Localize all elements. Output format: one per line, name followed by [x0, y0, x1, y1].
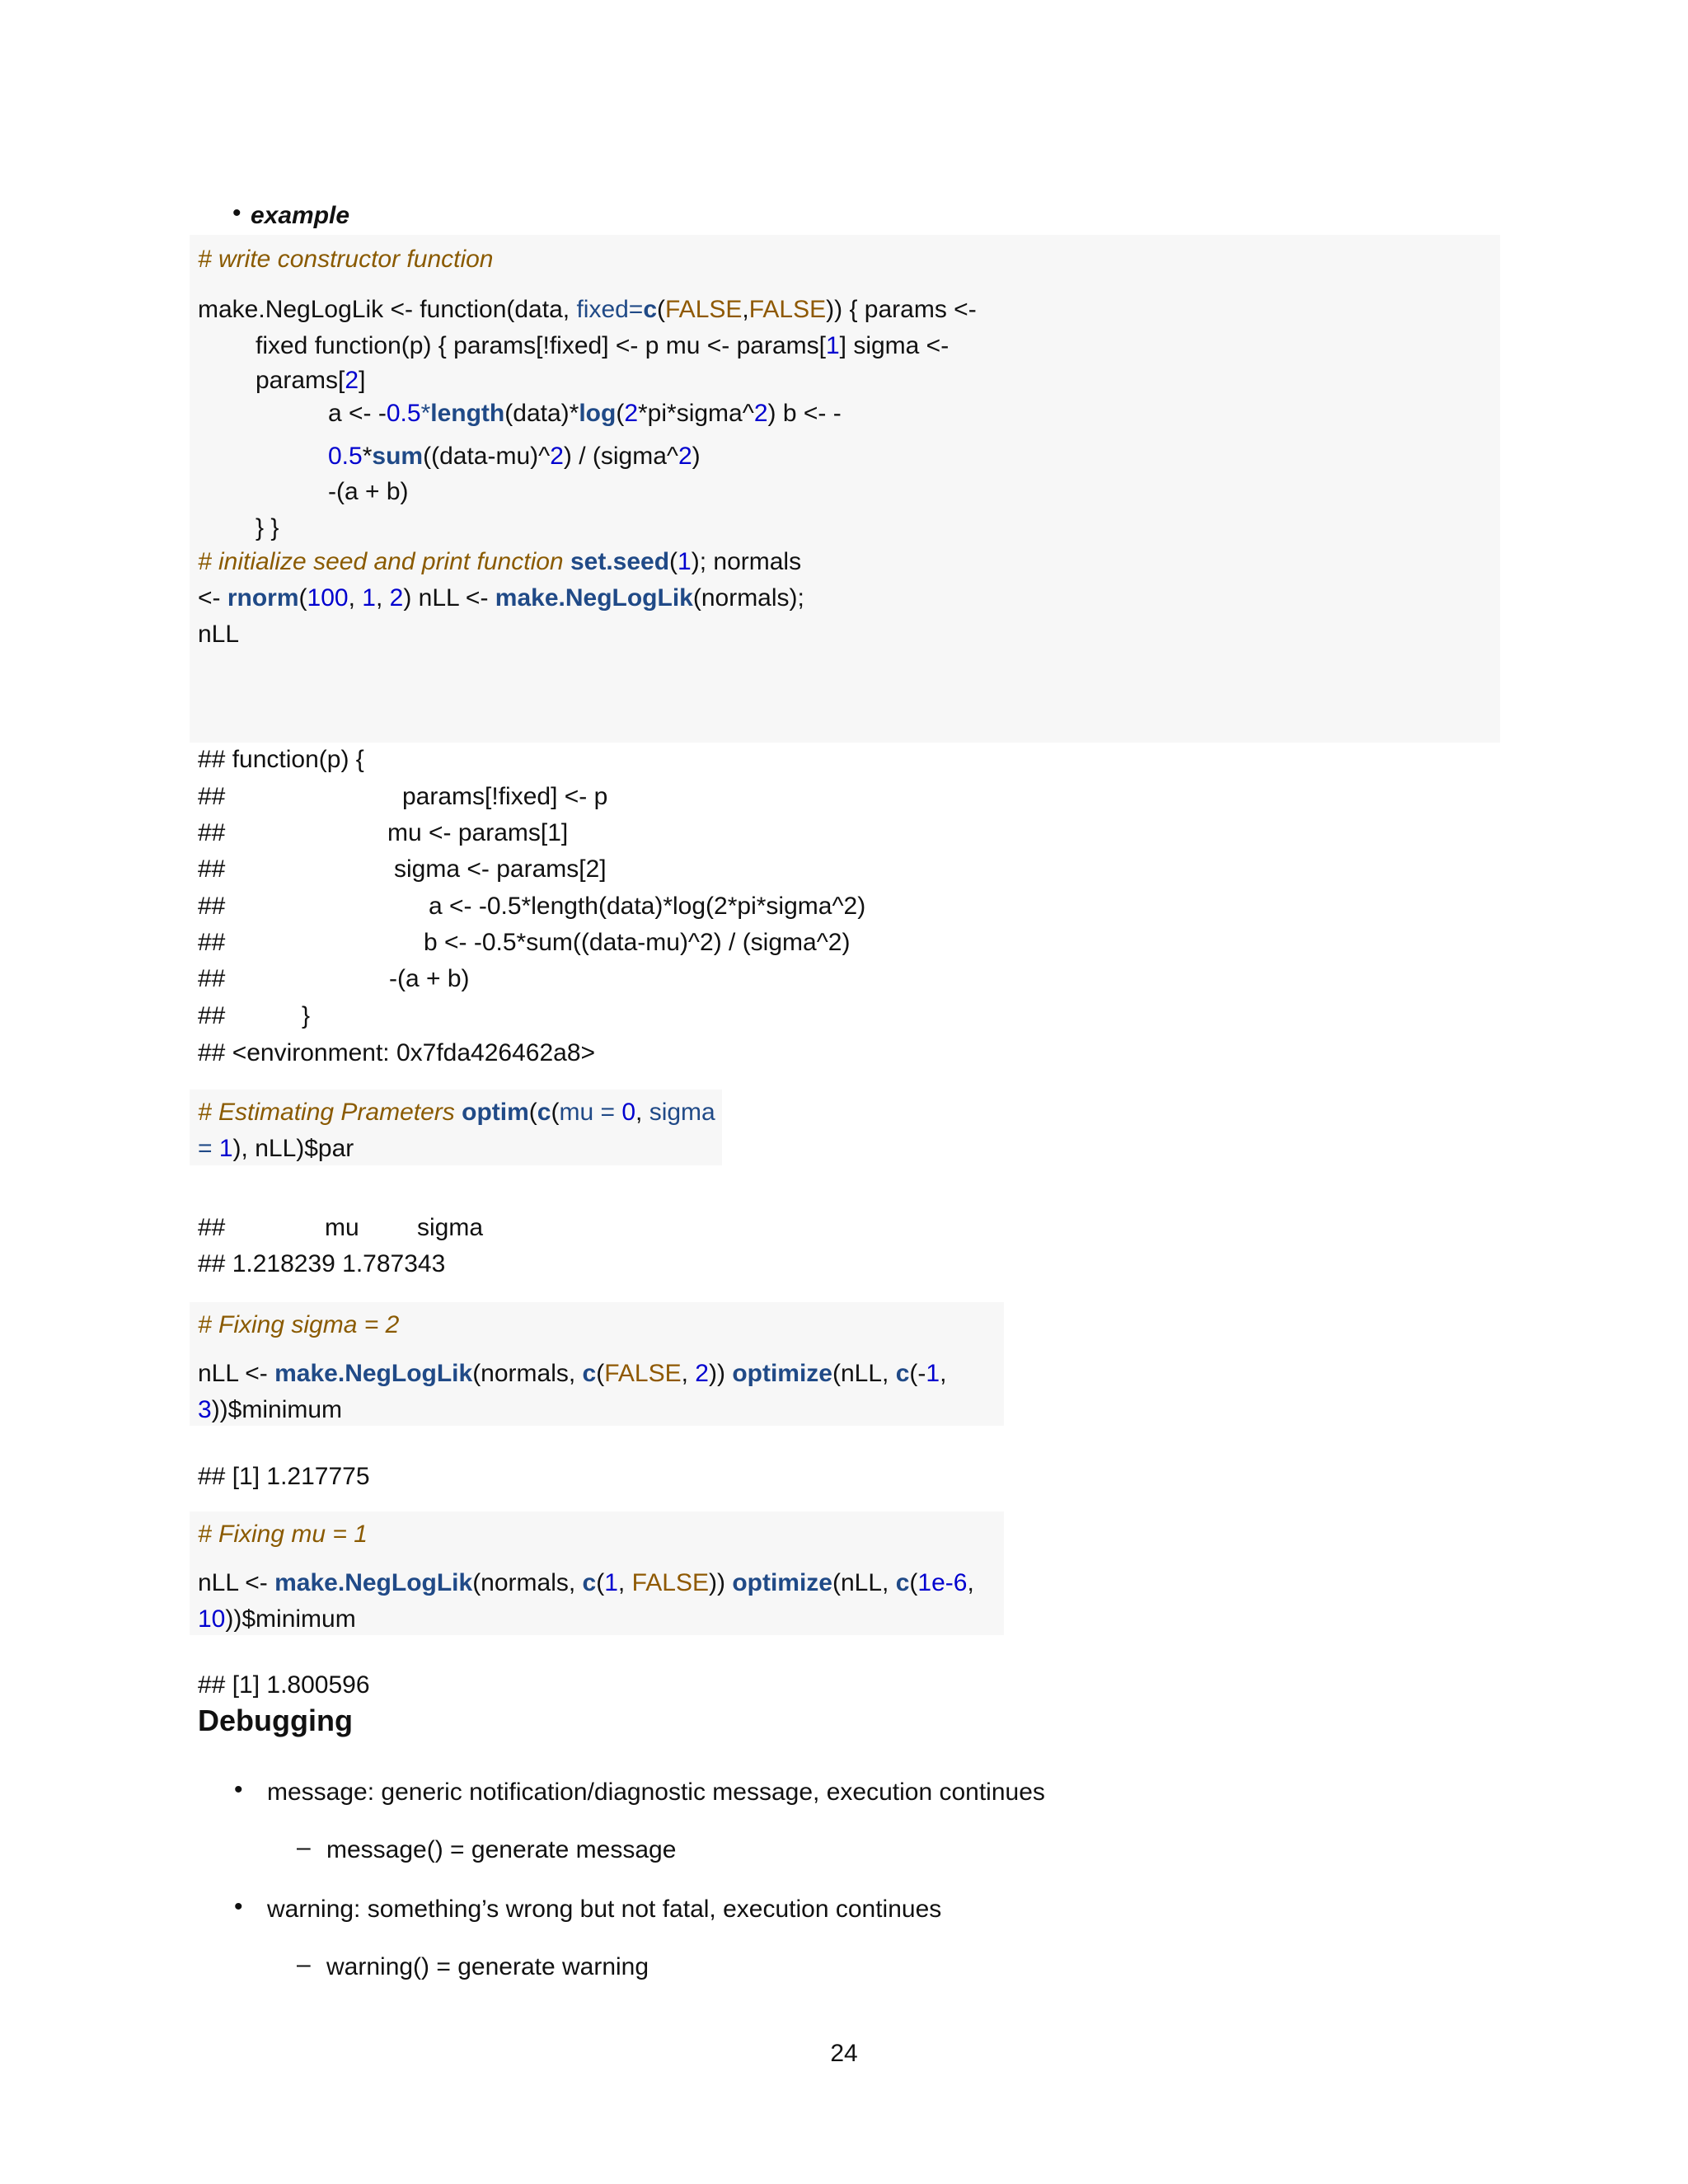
output-hash: ## — [198, 855, 226, 883]
bullet-dot: • — [234, 1893, 243, 1920]
output-line: } — [302, 1002, 311, 1029]
code-line: # initialize seed and print function set.seed(1); normals — [198, 548, 802, 575]
bullet-dot: • — [234, 1776, 243, 1803]
sub-bullet-text: message() = generate message — [326, 1836, 677, 1863]
code-comment: # write constructor function — [198, 246, 494, 273]
code-line: 3))$minimum — [198, 1396, 343, 1423]
output-line: ## [1] 1.800596 — [198, 1671, 370, 1699]
code-comment: # Fixing sigma = 2 — [198, 1311, 400, 1338]
code-line: 10))$minimum — [198, 1605, 356, 1633]
output-col-sigma: sigma — [417, 1214, 484, 1241]
output-line: params[!fixed] <- p — [402, 783, 608, 810]
bullet-text: message: generic notification/diagnostic message, execution continues — [267, 1779, 1045, 1806]
dash-bullet: – — [297, 1834, 311, 1861]
code-line: = 1), nLL)$par — [198, 1135, 354, 1162]
output-line: ## function(p) { — [198, 746, 364, 773]
code-line: } } — [256, 514, 279, 541]
bullet-text: warning: something’s wrong but not fatal, execution continues — [267, 1896, 942, 1923]
output-line: sigma <- params[2] — [394, 855, 607, 883]
output-line: b <- -0.5*sum((data-mu)^2) / (sigma^2) — [424, 929, 851, 956]
output-col-mu: mu — [325, 1214, 359, 1241]
code-line: fixed function(p) { params[!fixed] <- p mu <- params[1] sigma <- — [256, 332, 950, 359]
dash-bullet: – — [297, 1951, 311, 1978]
output-line: -(a + b) — [389, 965, 470, 992]
code-line: nLL <- make.NegLogLik(normals, c(1, FALSE)) optimize(nLL, c(1e-6, — [198, 1569, 974, 1596]
bullet-dot: • — [232, 199, 241, 227]
output-line: a <- -0.5*length(data)*log(2*pi*sigma^2) — [429, 893, 866, 920]
page-number: 24 — [830, 2040, 858, 2067]
example-label: example — [251, 202, 350, 229]
code-line: make.NegLogLik <- function(data, fixed=c(FALSE,FALSE)) { params <- — [198, 296, 977, 323]
code-comment: # Fixing mu = 1 — [198, 1521, 368, 1548]
output-line: ## 1.218239 1.787343 — [198, 1250, 446, 1277]
code-line: -(a + b) — [328, 478, 409, 505]
code-line: a <- -0.5*length(data)*log(2*pi*sigma^2) b <- - — [328, 400, 842, 427]
code-line: nLL <- make.NegLogLik(normals, c(FALSE, 2)) optimize(nLL, c(-1, — [198, 1360, 947, 1387]
code-line: 0.5*sum((data-mu)^2) / (sigma^2) — [328, 443, 701, 470]
output-line: ## <environment: 0x7fda426462a8> — [198, 1039, 596, 1066]
output-hash: ## — [198, 929, 226, 956]
output-line: mu <- params[1] — [387, 819, 569, 846]
section-heading: Debugging — [198, 1704, 353, 1737]
sub-bullet-text: warning() = generate warning — [326, 1953, 649, 1980]
output-hash: ## — [198, 1002, 226, 1029]
code-line: <- rnorm(100, 1, 2) nLL <- make.NegLogLik(normals); — [198, 584, 804, 612]
output-hash: ## — [198, 819, 226, 846]
output-line: ## [1] 1.217775 — [198, 1463, 370, 1490]
code-line: params[2] — [256, 367, 366, 394]
output-hash: ## — [198, 893, 226, 920]
output-hash: ## — [198, 965, 226, 992]
output-hash: ## — [198, 783, 226, 810]
code-line: nLL — [198, 621, 240, 648]
code-line: # Estimating Prameters optim(c(mu = 0, sigma — [198, 1099, 715, 1126]
output-hash: ## — [198, 1214, 226, 1241]
